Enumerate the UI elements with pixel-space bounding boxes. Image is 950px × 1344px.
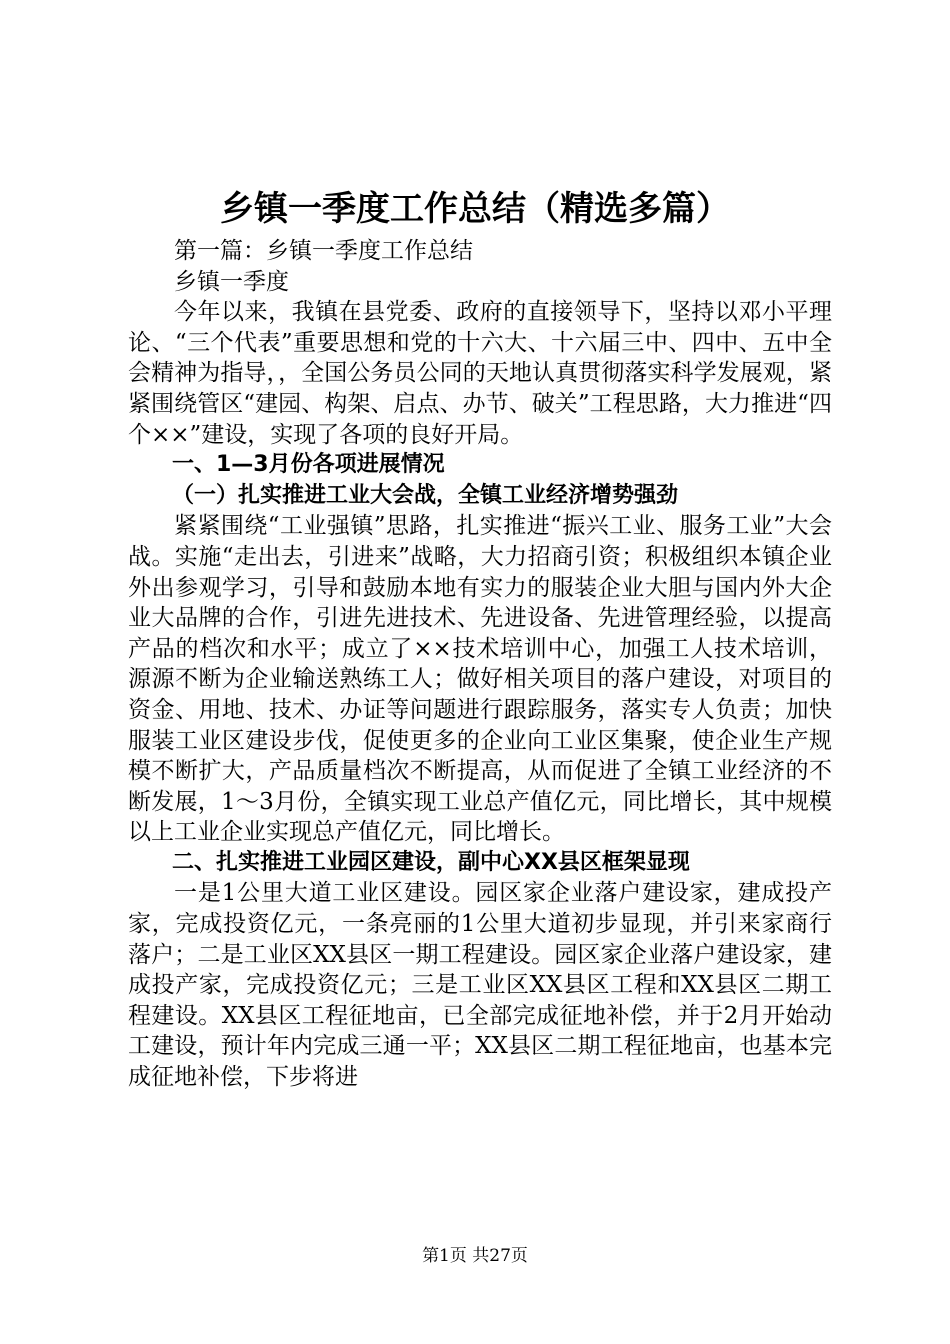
paragraph: 乡镇一季度 — [174, 268, 289, 295]
section-heading: 一、1—3月份各项进展情况 — [172, 452, 445, 478]
document-title: 乡镇一季度工作总结（精选多篇） — [220, 189, 730, 229]
page-number-footer: 第1页 共27页 — [422, 1246, 528, 1266]
section-heading: 二、扎实推进工业园区建设，副中心XX县区框架显现 — [172, 849, 690, 875]
paragraph: 今年以来，我镇在县党委、政府的直接领导下，坚持以邓小平理论、“三个代表”重要思想和党的十六大、十六届三中、四中、五中全会精神为指导，，全国公务员公同的天地认真贯彻落实科学发展观，紧紧围绕管区“建园、构架、启点、办节、破关”工程思路，大力推进“四个××”建设，实现了各项的良好开局。 — [128, 299, 832, 448]
paragraph: 紧紧围绕“工业强镇”思路，扎实推进“振兴工业、服务工业”大会战。实施“走出去，引进来”战略，大力招商引资；积极组织本镇企业外出参观学习，引导和鼓励本地有实力的服装企业大胆与国内外大企业大品牌的合作，引进先进技术、先进设备、先进管理经验，以提高产品的档次和水平；成立了××技术培训中心，加强工人技术培训，源源不断为企业输送熟练工人；做好相关项目的落户建设，对项目的资金、用地、技术、办证等问题进行跟踪服务，落实专人负责；加快服装工业区建设步伐，促使更多的企业向工业区集聚，使企业生产规模不断扩大，产品质量档次不断提高，从而促进了全镇工业经济的不断发展，1～3月份，全镇实现工业总产值亿元，同比增长，其中规模以上工业企业实现总产值亿元，同比增长。 — [128, 513, 832, 846]
section-heading: （一）扎实推进工业大会战，全镇工业经济增势强劲 — [172, 482, 679, 508]
document-body — [128, 236, 832, 1093]
paragraph: 一是1公里大道工业区建设。园区家企业落户建设家，建成投产家，完成投资亿元，一条亮丽的1公里大道初步显现，并引来家商行落户；二是工业区XX县区一期工程建设。园区家企业落户建设家，建成投产家，完成投资亿元；三是工业区XX县区工程和XX县区二期工程建设。XX县区工程征地亩，已全部完成征地补偿，并于2月开始动工建设，预计年内完成三通一平；XX县区二期工程征地亩，也基本完成征地补偿，下步将进 — [128, 880, 832, 1091]
section-subtitle: 第一篇：乡镇一季度工作总结 — [174, 238, 473, 264]
